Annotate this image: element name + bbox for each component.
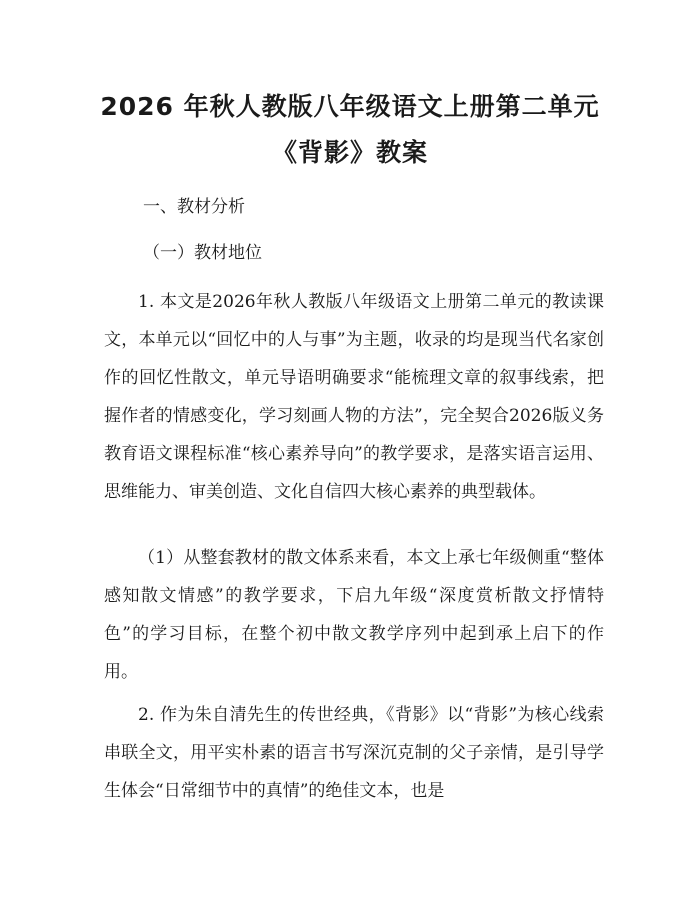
paragraph-3: 2. 作为朱自清先生的传世经典，《背影》以“背影”为核心线索串联全文，用平实朴素的语言书写深沉克制的父子亲情，是引导学生体会“日常细节中的真情”的绝佳文本，也是 bbox=[104, 705, 604, 801]
subsection-heading: （一）教材地位 bbox=[143, 243, 262, 263]
document-title-line1: 2026 年秋人教版八年级语文上册第二单元 bbox=[100, 92, 600, 121]
section-heading: 一、教材分析 bbox=[143, 197, 245, 217]
paragraph-2: （1）从整套教材的散文体系来看，本文上承七年级侧重“整体感知散文情感”的教学要求，下启九年级“深度赏析散文抒情特色”的学习目标，在整个初中散文教学序列中起到承上启下的作用。 bbox=[104, 548, 604, 682]
document-title-line2: 《背影》教案 bbox=[271, 138, 428, 167]
paragraph-1: 1. 本文是2026年秋人教版八年级语文上册第二单元的教读课文，本单元以“回忆中的人与事”为主题，收录的均是现当代名家创作的回忆性散文，单元导语明确要求“能梳理文章的叙事线索，把握作者的情感变化，学习刻画人物的方法”，完全契合2026版义务教育语文课程标准“核心素养导向”的教学要求，是落实语言运用、思维能力、审美创造、文化自信四大核心素养的典型载体。 bbox=[104, 292, 604, 502]
